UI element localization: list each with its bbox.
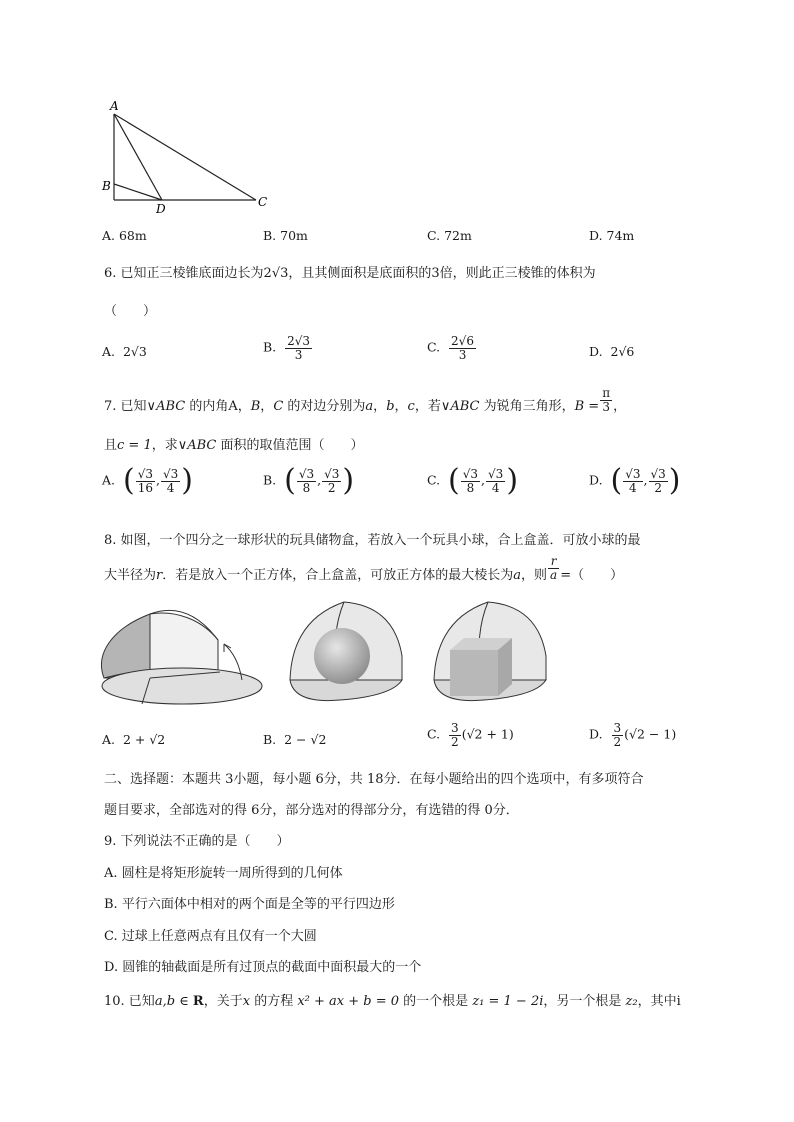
figure-open-box xyxy=(102,610,262,704)
q6-option-d: D. 2√6 xyxy=(589,344,635,359)
side-ac xyxy=(114,114,256,200)
quarter-sphere-figures xyxy=(98,600,678,712)
label-b: B xyxy=(102,179,111,193)
q8-option-c: C. $\frac{3}{2}$ (√2 + 1) xyxy=(427,721,514,749)
q9-option-a: A. 圆柱是将矩形旋转一周所得到的几何体 xyxy=(104,866,343,881)
q9-option-c: C. 过球上任意两点有且仅有一个大圆 xyxy=(104,929,317,944)
figure-ball xyxy=(290,602,402,701)
q7-option-c: C. ( $\frac{√3}{8}$ , $\frac{√3}{4}$ ) xyxy=(427,463,519,498)
q7-option-a: A. ( $\frac{√3}{16}$ , $\frac{√3}{4}$ ) xyxy=(102,463,193,498)
q5-option-a: A. 68m xyxy=(102,228,147,243)
q8-option-d: D. $\frac{3}{2}$ (√2 − 1) xyxy=(589,721,677,749)
q6-option-c: C. $\frac{2√6}{3}$ xyxy=(427,334,474,362)
q8-stem-line1: 8. 如图，一个四分之一球形状的玩具储物盒，若放入一个玩具小球，合上盒盖．可放小球的最 xyxy=(104,533,641,548)
q5-option-d: D. 74m xyxy=(589,228,635,243)
label-c: C xyxy=(258,195,268,209)
q7-option-b: B. ( $\frac{√3}{8}$ , $\frac{√3}{2}$ ) xyxy=(263,463,355,498)
q9-option-d: D. 圆锥的轴截面是所有过顶点的截面中面积最大的一个 xyxy=(104,960,422,975)
q10-stem: 10. 已知a,b ∈ R，关于x 的方程 x² + ax + b = 0 的一个根是 z₁ = 1 − 2i，另一个根是 z₂，其中i xyxy=(104,994,681,1009)
label-d: D xyxy=(156,202,166,216)
q6-option-a: A. 2√3 xyxy=(102,344,147,359)
section2-line1: 二、选择题：本题共 3小题，每小题 6分，共 18分．在每小题给出的四个选项中，有多项符合 xyxy=(104,772,644,787)
q9-option-b: B. 平行六面体中相对的两个面是全等的平行四边形 xyxy=(104,897,395,912)
q6-stem: 6. 已知正三棱锥底面边长为2√3，且其侧面积是底面积的3倍，则此正三棱锥的体积为 xyxy=(104,266,596,281)
q5-option-b: B. 70m xyxy=(263,228,308,243)
q7-stem-line2: 且c = 1，求∨ABC 面积的取值范围（ ） xyxy=(104,438,364,453)
label-a: A xyxy=(110,99,119,113)
q6-paren: （ ） xyxy=(104,304,157,319)
section2-line2: 题目要求，全部选对的得 6分，部分选对的得部分分，有选错的得 0分． xyxy=(104,803,519,818)
q5-option-c: C. 72m xyxy=(427,228,472,243)
triangle-figure xyxy=(96,94,286,216)
q7-stem-line1: 7. 已知∨ABC 的内角A，B，C 的对边分别为a，b，c，若∨ABC 为锐角三角形，B = $\frac{\pi}{3}$ ， xyxy=(104,386,627,414)
q9-stem: 9. 下列说法不正确的是（ ） xyxy=(104,834,290,849)
q6-option-b: B. $\frac{2√3}{3}$ xyxy=(263,334,311,362)
q8-option-a: A. 2 + √2 xyxy=(102,732,166,747)
figure-cube xyxy=(434,602,546,701)
q8-option-b: B. 2 − √2 xyxy=(263,732,327,747)
q8-stem-line2: 大半径为r．若是放入一个正方体，合上盒盖，可放正方体的最大棱长为a，则 $\frac{r}{a}$ =（ ） xyxy=(104,554,624,583)
segment-ad xyxy=(114,114,162,200)
q7-option-d: D. ( $\frac{√3}{4}$ , $\frac{√3}{2}$ ) xyxy=(589,463,681,498)
